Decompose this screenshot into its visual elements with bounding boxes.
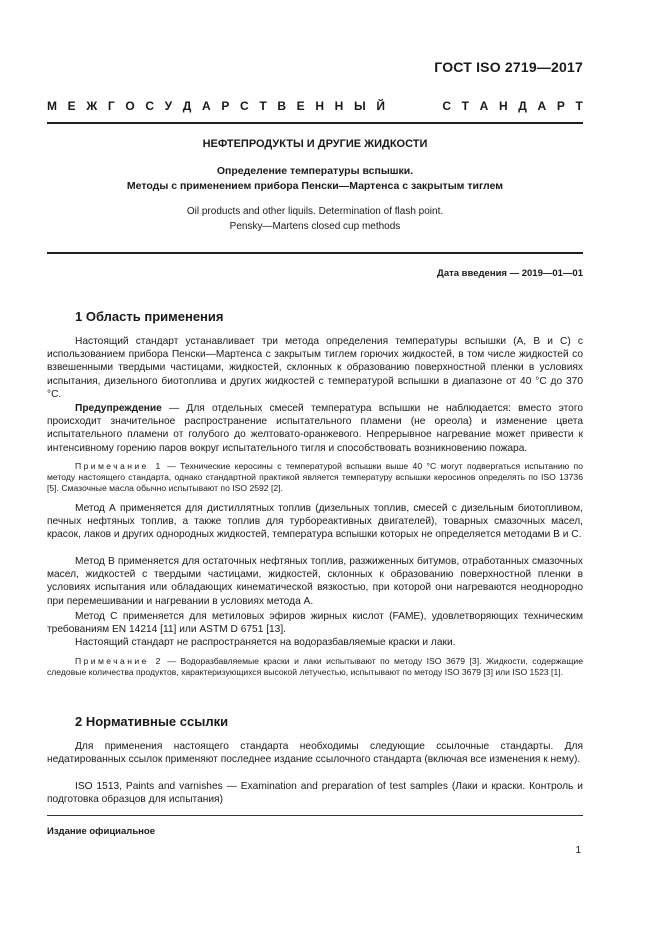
introduction-date: Дата введения — 2019—01—01 <box>437 268 583 279</box>
banner-letter: А <box>537 99 547 113</box>
banner-letter: Е <box>67 99 76 113</box>
section-2-heading: 2 Нормативные ссылки <box>75 714 229 729</box>
banner-letter: Д <box>518 99 527 113</box>
paragraph-scope-exclusion: Настоящий стандарт не распространяется на водоразбавляемые краски и лаки. <box>75 637 456 648</box>
english-title <box>47 204 583 234</box>
banner-letter: Н <box>334 99 344 113</box>
official-edition-label: Издание официальное <box>47 826 155 837</box>
banner-letter: Т <box>259 99 267 113</box>
banner-letter: Ы <box>353 99 366 113</box>
note-text: — Технические керосины с температурой вспышки выше 40 °С могут подвергаться испытанию по методу настоящего стандарта, однако стандартной практикой является температуру вспышки керосинов определять по ISO 13736 [5]. Смазочные масла обычно испытывают по ISO 2592 [2]. <box>47 461 583 494</box>
header-rule <box>47 122 583 124</box>
note-1 <box>47 461 583 495</box>
banner-word-gap <box>396 99 432 113</box>
warning-paragraph <box>47 402 583 455</box>
banner-letter: У <box>164 99 173 113</box>
banner-letter: С <box>145 99 154 113</box>
paragraph: Настоящий стандарт устанавливает три метода определения температуры вспышки (А, В и С) с использованием прибора Пенски—Мартенса с закрытым тиглем горючих жидкостей, в том числе жидкостей со взвешенными твердыми частицами, жидкостей, склонных к образованию поверхностной пленки в условиях испытания, дизельного биотоплива и других жидкостей с температурой вспышки в диапазоне от 40 °С до 370 °С. <box>47 336 583 400</box>
title-rule <box>47 252 583 254</box>
document-subtitle <box>47 164 583 194</box>
banner-letter: Е <box>296 99 305 113</box>
document-title: НЕФТЕПРОДУКТЫ И ДРУГИЕ ЖИДКОСТИ <box>202 138 428 150</box>
banner-letter: Й <box>376 99 385 113</box>
banner-letter: Р <box>556 99 565 113</box>
subtitle-line: Методы с применением прибора Пенски—Мартенса с закрытым тиглем <box>126 180 504 192</box>
english-title-line: Pensky—Martens closed cup methods <box>229 221 401 232</box>
banner-letter: Ж <box>86 99 98 113</box>
paragraph-reference: ISO 1513, Paints and varnishes — Examination and preparation of test samples (Лаки и краски. Контроль и подготовка образцов для испытания) <box>47 781 583 806</box>
banner-letter: М <box>47 99 57 113</box>
note-text: — Водоразбавляемые краски и лаки испытывают по методу ISO 3679 [3]. Жидкости, содержащие следовые количества продуктов, характеризующихся высокой летучестью, испытывают по методу ISO 3679 [3] или ISO 1523 [1]. <box>47 656 583 678</box>
section-1-heading: 1 Область применения <box>75 309 224 324</box>
paragraph-method-b: Метод В применяется для остаточных нефтяных топлив, разжиженных битумов, отработанных смазочных масел, жидкостей с твердыми частицами, жидкостей, склонных к образованию поверхностной пленки в условиях испытания или обладающих кинематической вязкостью, при которой они нагреваются неоднородно при перемешивании и нагревании в условиях метода А. <box>47 556 583 607</box>
banner-letter: Д <box>182 99 192 113</box>
footer-rule <box>47 815 583 816</box>
banner-letter: Р <box>221 99 230 113</box>
banner-letter: А <box>479 99 489 113</box>
banner-letter: О <box>125 99 135 113</box>
banner-letter: С <box>239 99 249 113</box>
note-2 <box>47 656 583 678</box>
paragraph-method-a: Метод А применяется для дистиллятных топлив (дизельных топлив, смесей с дизельным биотопливом, печных нефтяных топлив, а также топлив для турбореактивных двигателей), товарных смазочных масел, красок, лаков и других однородных жидкостей, температура вспышки которых не определяется методами В и С. <box>47 503 583 541</box>
warning-label: Предупреждение <box>75 403 162 414</box>
banner-letter: Н <box>498 99 508 113</box>
standard-code: ГОСТ ISO 2719—2017 <box>434 59 583 75</box>
warning-text: — Для отдельных смесей температура вспышки не наблюдается: вместо этого происходит значительное распространение испытательного пламени (не ореола) и изменение цвета испытательного пламени от голубого до желтовато-оранжевого. Непрерывное нагревание может привести к интенсивному горению паров вокруг испытательного тигля и способствовать возникновению пожара. <box>47 403 583 454</box>
paragraph: Для применения настоящего стандарта необходимы следующие ссылочные стандарты. Для недатированных ссылок применяют последнее издание ссылочного стандарта (включая все изменения к нему). <box>47 741 583 766</box>
subtitle-line: Определение температуры вспышки. <box>216 165 414 177</box>
page-number: 1 <box>575 845 581 856</box>
banner-letter: Т <box>461 99 469 113</box>
banner-letter: В <box>277 99 286 113</box>
banner-letter: Н <box>315 99 324 113</box>
interstate-standard-banner <box>47 99 583 113</box>
english-title-line: Oil products and other liquils. Determination of flash point. <box>186 206 444 217</box>
banner-letter: А <box>201 99 211 113</box>
banner-letter: С <box>442 99 451 113</box>
paragraph-method-c: Метод С применяется для метиловых эфиров жирных кислот (FAME), удовлетворяющих техническим требованиям EN 14214 [11] или ASTM D 6751 [13]. <box>47 611 583 636</box>
banner-letter: Г <box>107 99 115 113</box>
note-label: Примечание 2 <box>75 656 163 666</box>
note-label: Примечание 1 <box>75 461 163 471</box>
banner-letter: Т <box>575 99 583 113</box>
